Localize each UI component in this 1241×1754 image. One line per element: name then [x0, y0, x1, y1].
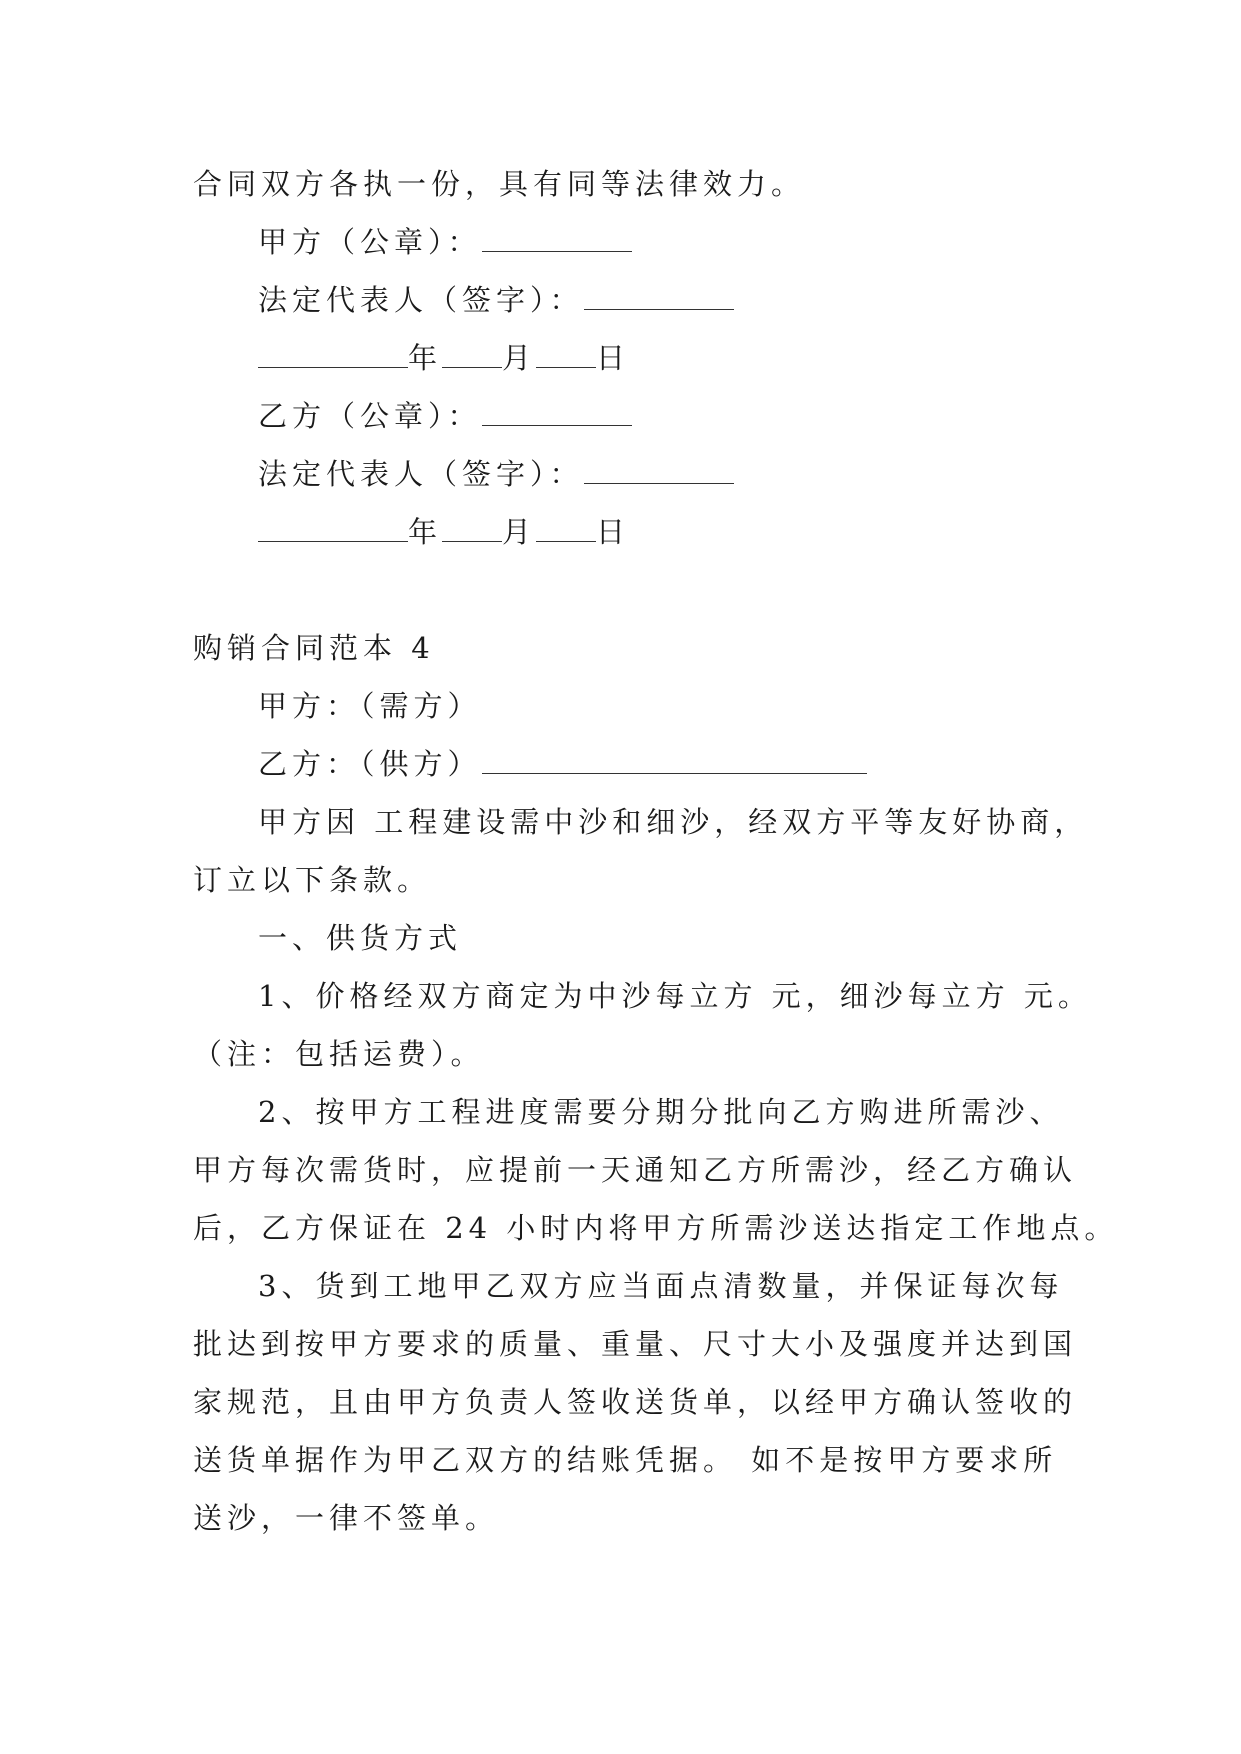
text-span: 1、价格经双方商定为中沙每立方 元，细沙每立方 元。 [258, 979, 1092, 1013]
paragraph-line [258, 978, 1092, 1014]
signature-line-party-a [258, 224, 632, 260]
paragraph-line [193, 1036, 485, 1072]
text-span: 送沙，一律不签单。 [193, 1501, 500, 1535]
text-span: 家规范，且由甲方负责人签收送货单，以经甲方确认签收的 [193, 1385, 1078, 1419]
paragraph-line [258, 1094, 1063, 1130]
signature-line-party-b [258, 398, 632, 434]
date-unit: 年 [408, 515, 443, 549]
paragraph-line [193, 1210, 1118, 1246]
text-span: 送货单据作为甲乙双方的结账凭据。 如不是按甲方要求所 [193, 1443, 1058, 1477]
paragraph-line [193, 1500, 499, 1536]
date-unit: 年 [408, 341, 443, 375]
signature-line-rep-a [258, 282, 734, 318]
blank-field [584, 457, 734, 484]
label: 乙方（公章）： [258, 399, 482, 433]
party-b-line [258, 746, 867, 782]
text-span: 甲方：（需方） [258, 689, 482, 723]
date-line-b [258, 514, 630, 550]
section-heading [193, 630, 435, 666]
date-unit: 日 [596, 515, 631, 549]
paragraph-line [193, 1152, 1077, 1188]
party-a-line [258, 688, 482, 724]
blank-field [536, 341, 596, 368]
paragraph-line [193, 1442, 1057, 1478]
text-span: 乙方：（供方） [258, 747, 482, 781]
paragraph-line [258, 1268, 1063, 1304]
blank-field [258, 341, 408, 368]
label: 甲方（公章）： [258, 225, 482, 259]
text-span: 一、供货方式 [258, 921, 463, 955]
text-span: 3、货到工地甲乙双方应当面点清数量，并保证每次每 [258, 1269, 1064, 1303]
paragraph-line [193, 1384, 1077, 1420]
paragraph-line [193, 166, 805, 202]
blank-field [584, 283, 734, 310]
text-span: 2、按甲方工程进度需要分期分批向乙方购进所需沙、 [258, 1095, 1064, 1129]
heading-text: 购销合同范本 4 [193, 631, 435, 665]
text-span: 后，乙方保证在 24 小时内将甲方所需沙送达指定工作地点。 [193, 1211, 1119, 1245]
blank-field [258, 515, 408, 542]
date-unit: 月 [502, 341, 537, 375]
text-span: 批达到按甲方要求的质量、重量、尺寸大小及强度并达到国 [193, 1327, 1078, 1361]
paragraph-line [193, 1326, 1077, 1362]
blank-field [442, 515, 502, 542]
text-span: 甲方因 工程建设需中沙和细沙，经双方平等友好协商， [258, 805, 1089, 839]
blank-field [482, 747, 867, 774]
blank-field [442, 341, 502, 368]
label: 法定代表人（签字）： [258, 457, 584, 491]
text-span: 甲方每次需货时，应提前一天通知乙方所需沙，经乙方确认 [193, 1153, 1078, 1187]
paragraph-line [193, 862, 431, 898]
text-span: 合同双方各执一份，具有同等法律效力。 [193, 167, 806, 201]
paragraph-line [258, 804, 1088, 840]
date-unit: 日 [596, 341, 631, 375]
label: 法定代表人（签字）： [258, 283, 584, 317]
signature-line-rep-b [258, 456, 734, 492]
date-line-a [258, 340, 630, 376]
date-unit: 月 [502, 515, 537, 549]
blank-field [482, 225, 632, 252]
blank-field [482, 399, 632, 426]
section-title [258, 920, 462, 956]
text-span: （注：包括运费）。 [193, 1037, 485, 1071]
blank-field [536, 515, 596, 542]
text-span: 订立以下条款。 [193, 863, 432, 897]
